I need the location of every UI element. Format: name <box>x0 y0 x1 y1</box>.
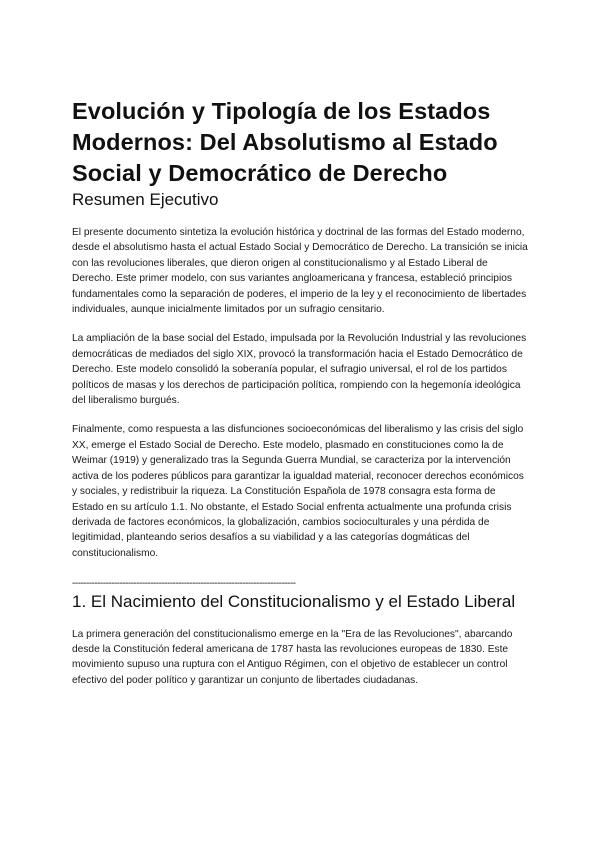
section-divider: -------------------------------------------------------------------------------- <box>72 578 296 590</box>
summary-paragraph-3: Finalmente, como respuesta a las disfunciones socioeconómicas del liberalismo y las crisis del siglo XX, emerge el Estado Social de Derecho. Este modelo, plasmado en constituciones como la de Weimar (1919) y generalizado tras la Segunda Guerra Mundial, se caracteriza por la intervención activa de los poderes públicos para garantizar la igualdad material, reconocer derechos económicos y sociales, y redistribuir la riqueza. La Constitución Española de 1978 consagra esta forma de Estado en su artículo 1.1. No obstante, el Estado Social enfrenta actualmente una profunda crisis derivada de factores económicos, la globalización, cambios socioculturales y una pérdida de legitimidad, planteando serios desafíos a su viabilidad y a las categorías dogmáticas del constitucionalismo. <box>72 424 524 559</box>
document-page <box>72 96 530 688</box>
summary-paragraph-2: La ampliación de la base social del Estado, impulsada por la Revolución Industrial y las revoluciones democráticas de mediados del siglo XIX, provocó la transformación hacia el Estado Democrático de Derecho. Este modelo consolidó la soberanía popular, el sufragio universal, el rol de los partidos políticos de masas y los derechos de participación política, rompiendo con la hegemonía ideológica del liberalismo burgués. <box>72 333 527 407</box>
section-1-heading: 1. El Nacimiento del Constitucionalismo y el Estado Liberal <box>72 592 516 612</box>
summary-heading: Resumen Ejecutivo <box>72 190 219 209</box>
summary-paragraph-1: El presente documento sintetiza la evolución histórica y doctrinal de las formas del Estado moderno, desde el absolutismo hasta el actual Estado Social y Democrático de Derecho. La transición se inicia con las revoluciones liberales, que dieron origen al constitucionalismo y al Estado Liberal de Derecho. Este primer modelo, con sus variantes angloamericana y francesa, estableció principios fundamentales como la separación de poderes, el imperio de la ley y el reconocimiento de libertades individuales, aunque inicialmente limitados por un sufragio censitario. <box>72 227 528 316</box>
document-title: Evolución y Tipología de los Estados Modernos: Del Absolutismo al Estado Social y Democrático de Derecho <box>72 98 498 186</box>
section-1-paragraph-1: La primera generación del constitucionalismo emerge en la "Era de las Revoluciones", abarcando desde la Constitución federal americana de 1787 hasta las revoluciones europeas de 1830. Este movimiento supuso una ruptura con el Antiguo Régimen, con el objetivo de establecer un control efectivo del poder político y garantizar un conjunto de libertades ciudadanas. <box>72 628 513 686</box>
